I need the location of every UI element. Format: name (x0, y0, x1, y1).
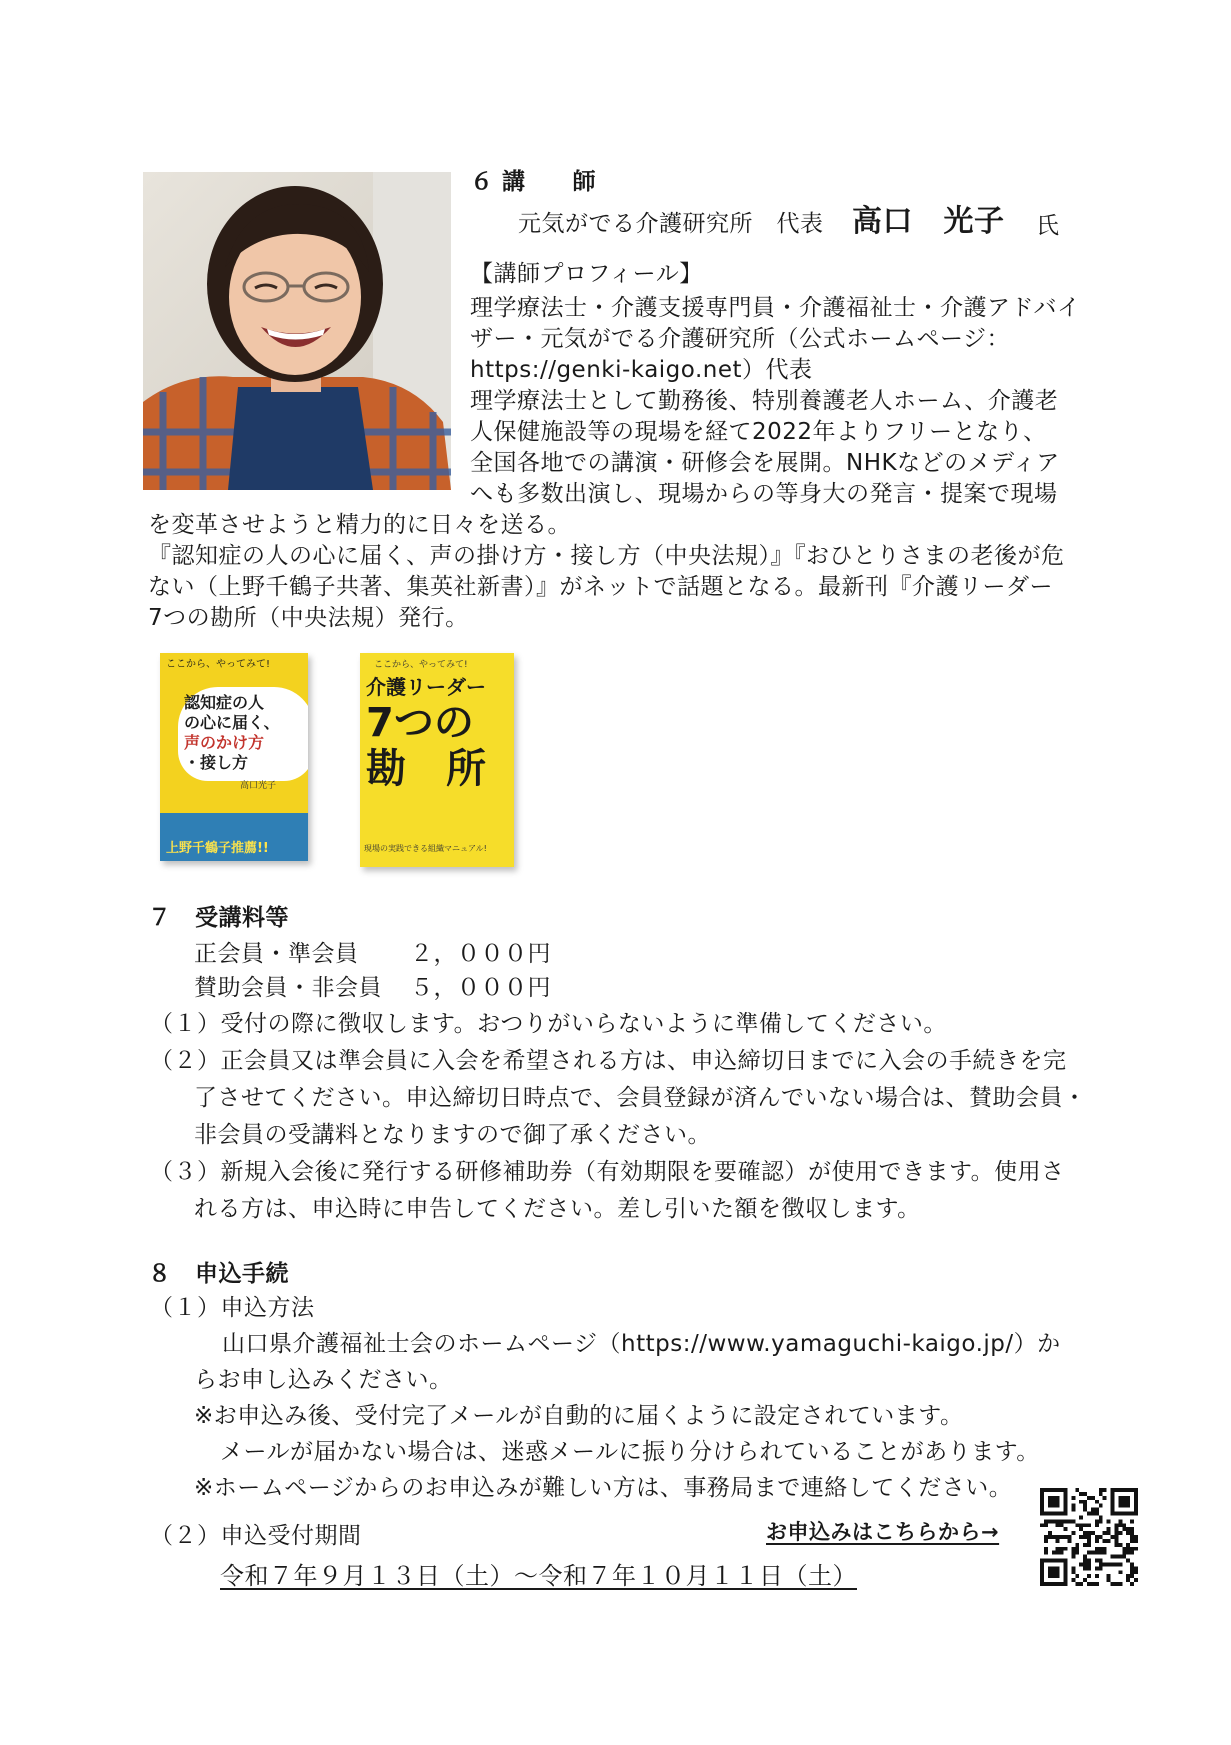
profile-line: 理学療法士として勤務後、特別養護老人ホーム、介護老 (470, 388, 1059, 414)
profile-line: https://genki-kaigo.net）代表 (470, 357, 813, 383)
instructor-name: 高口 光子 (852, 204, 1005, 239)
book2-top: ここから、やってみて! (374, 660, 468, 670)
application-period: 令和７年９月１３日（土）～令和７年１０月１１日（土） (220, 1562, 857, 1590)
qr-code-icon[interactable] (1040, 1488, 1138, 1586)
fee-note: 了させてください。申込締切日時点で、会員登録が済んでいない場合は、賛助会員・ (194, 1085, 1087, 1111)
book1-top-badge: ここから、やってみて! (166, 659, 271, 670)
instructor-photo (143, 172, 451, 490)
fee-amount: ２，０００円 (410, 941, 551, 967)
book1-title-line: 声のかけ方 (184, 733, 265, 752)
method-line: メールが届かない場合は、迷惑メールに振り分けられていることがあります。 (220, 1439, 1040, 1465)
section7-heading: ７ 受講料等 (148, 905, 289, 931)
book1-band (160, 813, 308, 861)
book1-author: 高口光子 (240, 781, 277, 791)
method-line: ※ホームページからのお申込みが難しい方は、事務局まで連絡してください。 (194, 1475, 1013, 1501)
profile-line: 人保健施設等の現場を経て2022年よりフリーとなり、 (470, 419, 1047, 445)
book1-title-line: 認知症の人 (184, 693, 265, 712)
book2-title-big2: 勘 所 (366, 746, 486, 792)
method-line: ※お申込み後、受付完了メールが自動的に届くように設定されています。 (194, 1403, 964, 1429)
book2-title-big: 7つの (366, 700, 474, 746)
fee-note: れる方は、申込時に申告してください。差し引いた額を徴収します。 (194, 1196, 921, 1222)
book1-title-line: ・接し方 (184, 753, 249, 772)
instructor-affiliation: 元気がでる介護研究所 代表 (518, 211, 824, 237)
profile-heading: 【講師プロフィール】 (470, 261, 703, 287)
book-cover-ninchisho (160, 653, 308, 861)
fee-amount: ５，０００円 (410, 975, 551, 1001)
profile-line: 『認知症の人の心に届く、声の掛け方・接し方（中央法規）』『おひとりさまの老後が危 (148, 543, 1065, 569)
book1-title (178, 687, 308, 781)
fee-note: （３）新規入会後に発行する研修補助券（有効期限を要確認）が使用できます。使用さ (150, 1159, 1065, 1185)
book1-band-text: 上野千鶴子推薦!! (166, 841, 269, 856)
fee-label: 賛助会員・非会員 (194, 975, 382, 1001)
book-cover-kaigo-leader (360, 653, 514, 867)
book2-sub: 現場の実践できる組織マニュアル! (364, 844, 487, 853)
book2-title-top: 介護リーダー (366, 675, 486, 699)
honorific: 氏 (1036, 213, 1060, 239)
profile-line: 全国各地での講演・研修会を展開。NHKなどのメディア (470, 450, 1060, 476)
profile-line: へも多数出演し、現場からの等身大の発言・提案で現場 (470, 481, 1058, 507)
profile-line: 理学療法士・介護支援専門員・介護福祉士・介護アドバイ (470, 295, 1081, 321)
profile-line: ない（上野千鶴子共著、集英社新書）』がネットで話題となる。最新刊『介護リーダー (148, 574, 1053, 600)
method-line: らお申し込みください。 (194, 1367, 453, 1393)
period-heading: （２）申込受付期間 (150, 1523, 362, 1549)
profile-line: を変革させようと精力的に日々を送る。 (148, 512, 571, 538)
method-heading: （１）申込方法 (150, 1295, 315, 1321)
fee-note: （２）正会員又は準会員に入会を希望される方は、申込締切日までに入会の手続きを完 (150, 1048, 1067, 1074)
fee-note: （１）受付の際に徴収します。おつりがいらないように準備してください。 (150, 1011, 947, 1037)
book1-title-line: の心に届く、 (184, 713, 280, 732)
fee-note: 非会員の受講料となりますので御了承ください。 (194, 1122, 711, 1148)
profile-line: ザー・元気がでる介護研究所（公式ホームページ： (470, 326, 1011, 352)
method-line: 山口県介護福祉士会のホームページ（https://www.yamaguchi-kaigo.jp/）か (222, 1331, 1061, 1357)
qr-label[interactable]: お申込みはこちらから→ (766, 1520, 1000, 1544)
profile-line: 7つの勘所（中央法規）発行。 (148, 605, 469, 631)
section6-heading: ６ 講 師 (470, 169, 597, 195)
section8-heading: ８ 申込手続 (148, 1261, 289, 1287)
fee-label: 正会員・準会員 (194, 941, 359, 967)
